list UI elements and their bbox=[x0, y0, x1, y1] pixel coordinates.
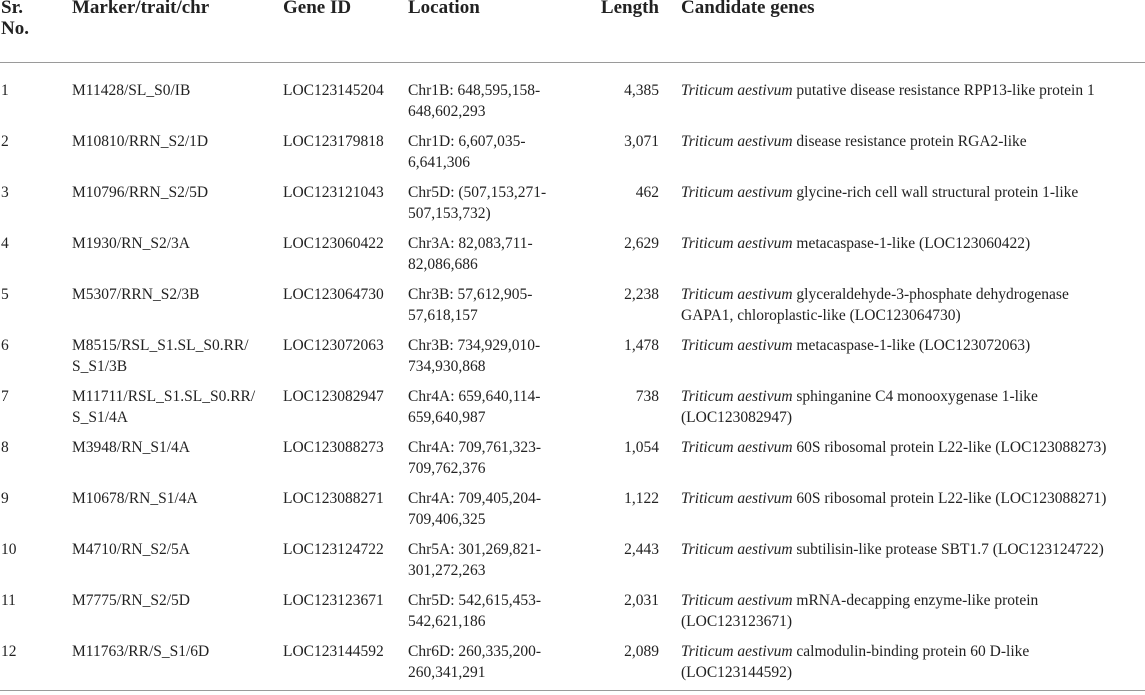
table-row bbox=[0, 131, 1145, 182]
cell-candidate-gene bbox=[681, 386, 1143, 428]
cell-sr-no: 2 bbox=[1, 133, 9, 150]
header-location: Location bbox=[408, 0, 480, 18]
cell-gene-id: LOC123124722 bbox=[283, 541, 384, 558]
header-marker: Marker/trait/chr bbox=[72, 0, 210, 18]
species-name: Triticum aestivum bbox=[681, 82, 793, 99]
cell-gene-id: LOC123064730 bbox=[283, 286, 384, 303]
cell-gene-id: LOC123121043 bbox=[283, 184, 384, 201]
cell-candidate-gene bbox=[681, 233, 1143, 254]
table-header bbox=[0, 0, 1145, 63]
cell-gene-id: LOC123072063 bbox=[283, 337, 384, 354]
table-row bbox=[0, 335, 1145, 386]
cell-location: Chr4A: 659,640,114- 659,640,987 bbox=[408, 388, 541, 426]
cell-sr-no: 12 bbox=[1, 643, 17, 660]
cell-sr-no: 6 bbox=[1, 337, 9, 354]
table-row bbox=[0, 284, 1145, 335]
gene-description: putative disease resistance RPP13-like protein 1 bbox=[792, 82, 1095, 99]
species-name: Triticum aestivum bbox=[681, 490, 793, 507]
gene-description: disease resistance protein RGA2-like bbox=[792, 133, 1027, 150]
cell-length: 2,089 bbox=[624, 643, 659, 660]
cell-sr-no: 5 bbox=[1, 286, 9, 303]
cell-sr-no: 8 bbox=[1, 439, 9, 456]
cell-length: 2,031 bbox=[624, 592, 659, 609]
table-row bbox=[0, 488, 1145, 539]
species-name: Triticum aestivum bbox=[681, 388, 793, 405]
cell-marker: M8515/RSL_S1.SL_S0.RR/ S_S1/3B bbox=[72, 337, 249, 375]
gene-description: sphinganine C4 monooxygenase 1-like (LOC123082947) bbox=[681, 388, 1038, 426]
cell-candidate-gene bbox=[681, 131, 1143, 152]
cell-length: 1,122 bbox=[624, 490, 659, 507]
cell-length: 2,443 bbox=[624, 541, 659, 558]
cell-marker: M7775/RN_S2/5D bbox=[72, 592, 190, 609]
cell-sr-no: 10 bbox=[1, 541, 17, 558]
cell-marker: M10810/RRN_S2/1D bbox=[72, 133, 209, 150]
cell-candidate-gene bbox=[681, 590, 1143, 632]
cell-marker: M11711/RSL_S1.SL_S0.RR/ S_S1/4A bbox=[72, 388, 256, 426]
cell-sr-no: 11 bbox=[1, 592, 16, 609]
species-name: Triticum aestivum bbox=[681, 286, 793, 303]
cell-marker: M1930/RN_S2/3A bbox=[72, 235, 190, 252]
cell-candidate-gene bbox=[681, 539, 1143, 560]
header-gene-id: Gene ID bbox=[283, 0, 352, 18]
cell-location: Chr1B: 648,595,158- 648,602,293 bbox=[408, 82, 541, 120]
species-name: Triticum aestivum bbox=[681, 592, 793, 609]
gene-description: 60S ribosomal protein L22-like (LOC123088273) bbox=[792, 439, 1107, 456]
cell-length: 4,385 bbox=[624, 82, 659, 99]
cell-marker: M11428/SL_S0/IB bbox=[72, 82, 191, 99]
cell-location: Chr4A: 709,761,323- 709,762,376 bbox=[408, 439, 542, 477]
cell-gene-id: LOC123082947 bbox=[283, 388, 384, 405]
species-name: Triticum aestivum bbox=[681, 643, 793, 660]
cell-sr-no: 4 bbox=[1, 235, 9, 252]
table-row bbox=[0, 641, 1145, 692]
gene-description: calmodulin-binding protein 60 D-like (LOC123144592) bbox=[681, 643, 1030, 681]
cell-gene-id: LOC123144592 bbox=[283, 643, 384, 660]
cell-marker: M3948/RN_S1/4A bbox=[72, 439, 190, 456]
species-name: Triticum aestivum bbox=[681, 133, 793, 150]
cell-length: 3,071 bbox=[624, 133, 659, 150]
cell-length: 738 bbox=[635, 388, 659, 405]
cell-length: 2,238 bbox=[624, 286, 659, 303]
species-name: Triticum aestivum bbox=[681, 439, 793, 456]
cell-gene-id: LOC123088271 bbox=[283, 490, 384, 507]
table-row bbox=[0, 539, 1145, 590]
cell-candidate-gene bbox=[681, 641, 1143, 683]
cell-sr-no: 7 bbox=[1, 388, 9, 405]
cell-location: Chr3B: 57,612,905- 57,618,157 bbox=[408, 286, 533, 324]
gene-description: glycine-rich cell wall structural protein 1-like bbox=[792, 184, 1079, 201]
gene-description: metacaspase-1-like (LOC123072063) bbox=[792, 337, 1031, 354]
cell-location: Chr4A: 709,405,204- 709,406,325 bbox=[408, 490, 542, 528]
cell-length: 2,629 bbox=[624, 235, 659, 252]
cell-candidate-gene bbox=[681, 488, 1143, 509]
cell-location: Chr5D: 542,615,453- 542,621,186 bbox=[408, 592, 542, 630]
cell-sr-no: 1 bbox=[1, 82, 9, 99]
cell-candidate-gene bbox=[681, 80, 1143, 101]
species-name: Triticum aestivum bbox=[681, 541, 793, 558]
cell-marker: M10678/RN_S1/4A bbox=[72, 490, 198, 507]
table-row bbox=[0, 590, 1145, 641]
cell-location: Chr1D: 6,607,035- 6,641,306 bbox=[408, 133, 526, 171]
species-name: Triticum aestivum bbox=[681, 337, 793, 354]
cell-length: 1,054 bbox=[624, 439, 659, 456]
table-row bbox=[0, 80, 1145, 131]
gene-description: glyceraldehyde-3-phosphate dehydrogenase GAPA1, chloroplastic-like (LOC123064730) bbox=[681, 286, 1069, 324]
species-name: Triticum aestivum bbox=[681, 184, 793, 201]
cell-sr-no: 3 bbox=[1, 184, 9, 201]
table-row bbox=[0, 437, 1145, 488]
cell-location: Chr5D: (507,153,271- 507,153,732) bbox=[408, 184, 547, 222]
cell-location: Chr3A: 82,083,711- 82,086,686 bbox=[408, 235, 533, 273]
cell-marker: M11763/RR/S_S1/6D bbox=[72, 643, 210, 660]
gene-description: 60S ribosomal protein L22-like (LOC123088271) bbox=[792, 490, 1107, 507]
header-sr-no: Sr. No. bbox=[1, 0, 29, 39]
gene-description: metacaspase-1-like (LOC123060422) bbox=[792, 235, 1031, 252]
header-candidate-genes: Candidate genes bbox=[681, 0, 815, 18]
cell-gene-id: LOC123179818 bbox=[283, 133, 384, 150]
gene-description: subtilisin-like protease SBT1.7 (LOC123124722) bbox=[792, 541, 1104, 558]
table-bottom-rule bbox=[0, 690, 1145, 691]
cell-gene-id: LOC123088273 bbox=[283, 439, 384, 456]
cell-candidate-gene bbox=[681, 182, 1143, 203]
header-length: Length bbox=[600, 0, 659, 18]
cell-location: Chr6D: 260,335,200- 260,341,291 bbox=[408, 643, 542, 681]
cell-length: 462 bbox=[635, 184, 659, 201]
cell-gene-id: LOC123145204 bbox=[283, 82, 384, 99]
cell-gene-id: LOC123123671 bbox=[283, 592, 384, 609]
cell-candidate-gene bbox=[681, 284, 1143, 326]
cell-marker: M5307/RRN_S2/3B bbox=[72, 286, 200, 303]
cell-location: Chr5A: 301,269,821- 301,272,263 bbox=[408, 541, 542, 579]
species-name: Triticum aestivum bbox=[681, 235, 793, 252]
cell-candidate-gene bbox=[681, 335, 1143, 356]
table-row bbox=[0, 386, 1145, 437]
table-row bbox=[0, 233, 1145, 284]
cell-location: Chr3B: 734,929,010- 734,930,868 bbox=[408, 337, 541, 375]
table-row bbox=[0, 182, 1145, 233]
cell-gene-id: LOC123060422 bbox=[283, 235, 384, 252]
cell-length: 1,478 bbox=[624, 337, 659, 354]
gene-description: mRNA-decapping enzyme-like protein (LOC123123671) bbox=[681, 592, 1039, 630]
cell-candidate-gene bbox=[681, 437, 1143, 458]
cell-marker: M4710/RN_S2/5A bbox=[72, 541, 190, 558]
cell-sr-no: 9 bbox=[1, 490, 9, 507]
cell-marker: M10796/RRN_S2/5D bbox=[72, 184, 209, 201]
